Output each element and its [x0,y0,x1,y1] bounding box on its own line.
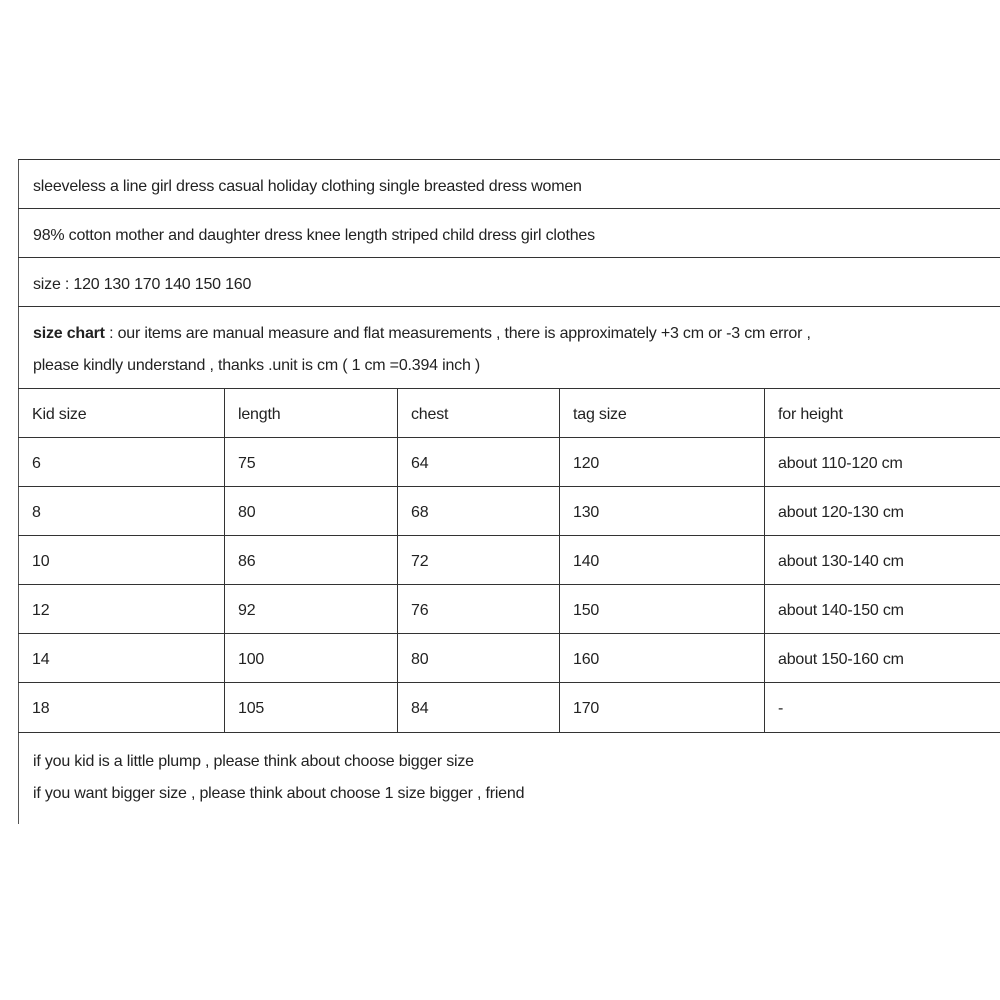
cell-tag-size [559,487,764,536]
cell-chest-value: 64 [411,455,429,472]
cell-tag-size [559,585,764,634]
cell-length [224,487,397,536]
size-chart-note-line2: please kindly understand , thanks .unit is cm ( 1 cm =0.394 inch ) [33,357,481,374]
cell-chest-value: 76 [411,602,429,619]
cell-tag-size-value: 140 [573,553,600,570]
size-chart-sheet [18,159,1000,824]
header-length-label: length [238,406,281,423]
cell-chest-value: 68 [411,504,429,521]
column-divider [764,389,765,438]
column-divider [224,487,225,536]
product-subtitle: 98% cotton mother and daughter dress knee length striped child dress girl clothes [33,227,595,244]
cell-kid-size-value: 10 [32,553,50,570]
table-row [18,682,1000,731]
column-divider [764,438,765,487]
cell-tag-size-value: 150 [573,602,600,619]
cell-for-height [764,438,1000,487]
table-row [18,633,1000,682]
cell-chest-value: 84 [411,700,429,717]
cell-length-value: 100 [238,651,265,668]
header-length [224,389,397,438]
column-divider [559,634,560,683]
cell-chest [397,536,559,585]
cell-length-value: 105 [238,700,265,717]
cell-length [224,536,397,585]
column-divider [224,683,225,732]
cell-tag-size [559,683,764,732]
column-divider [397,683,398,732]
column-divider [764,487,765,536]
header-for-height-label: for height [778,406,843,423]
footer-row [18,732,1000,824]
cell-for-height [764,634,1000,683]
footer-note-2: if you want bigger size , please think about choose 1 size bigger , friend [33,785,525,802]
table-row [18,584,1000,633]
cell-chest [397,487,559,536]
cell-kid-size-value: 12 [32,602,50,619]
header-tag-size [559,389,764,438]
table-header-row [18,388,1000,437]
cell-kid-size [18,487,224,536]
cell-chest [397,438,559,487]
column-divider [764,634,765,683]
cell-tag-size [559,438,764,487]
cell-length-value: 75 [238,455,256,472]
cell-tag-size [559,634,764,683]
column-divider [764,536,765,585]
column-divider [224,536,225,585]
cell-length-value: 92 [238,602,256,619]
size-list: size : 120 130 170 140 150 160 [33,276,252,293]
title-row [18,159,1000,208]
cell-for-height-value: about 120-130 cm [778,504,904,521]
cell-length-value: 80 [238,504,256,521]
cell-kid-size [18,438,224,487]
header-tag-size-label: tag size [573,406,627,423]
size-chart-note-row [18,306,1000,388]
header-chest-label: chest [411,406,449,423]
cell-for-height [764,585,1000,634]
column-divider [397,585,398,634]
column-divider [397,634,398,683]
column-divider [559,438,560,487]
size-chart-note-line1 [33,325,811,343]
cell-tag-size-value: 130 [573,504,600,521]
column-divider [764,585,765,634]
column-divider [559,389,560,438]
cell-kid-size [18,536,224,585]
cell-chest-value: 80 [411,651,429,668]
cell-kid-size [18,585,224,634]
cell-tag-size-value: 120 [573,455,600,472]
cell-for-height-value: about 110-120 cm [778,455,903,472]
footer-note-1: if you kid is a little plump , please think about choose bigger size [33,753,474,770]
column-divider [397,438,398,487]
cell-for-height [764,683,1000,732]
column-divider [224,634,225,683]
cell-length [224,585,397,634]
subtitle-row [18,208,1000,257]
cell-for-height [764,536,1000,585]
cell-for-height-value: about 140-150 cm [778,602,904,619]
column-divider [559,536,560,585]
column-divider [397,487,398,536]
cell-chest [397,585,559,634]
cell-tag-size [559,536,764,585]
column-divider [559,585,560,634]
cell-for-height [764,487,1000,536]
table-row [18,486,1000,535]
cell-length [224,683,397,732]
cell-length [224,438,397,487]
column-divider [397,389,398,438]
cell-for-height-value: about 150-160 cm [778,651,904,668]
table-row [18,535,1000,584]
column-divider [559,487,560,536]
cell-kid-size-value: 14 [32,651,50,668]
size-row [18,257,1000,306]
column-divider [397,536,398,585]
header-kid-size-label: Kid size [32,406,87,423]
cell-chest-value: 72 [411,553,429,570]
cell-for-height-value: about 130-140 cm [778,553,904,570]
cell-kid-size-value: 6 [32,455,41,472]
header-kid-size [18,389,224,438]
cell-chest [397,683,559,732]
column-divider [764,683,765,732]
column-divider [224,585,225,634]
product-title: sleeveless a line girl dress casual holiday clothing single breasted dress women [33,178,582,195]
cell-chest [397,634,559,683]
cell-tag-size-value: 160 [573,651,600,668]
cell-tag-size-value: 170 [573,700,600,717]
column-divider [224,438,225,487]
header-chest [397,389,559,438]
size-chart-note-text: : our items are manual measure and flat measurements , there is approximately +3 cm or -3 cm error , [104,325,811,342]
table-row [18,437,1000,486]
cell-length-value: 86 [238,553,256,570]
cell-length [224,634,397,683]
cell-for-height-value: - [778,700,784,717]
cell-kid-size [18,683,224,732]
cell-kid-size-value: 8 [32,504,41,521]
column-divider [559,683,560,732]
header-for-height [764,389,1000,438]
cell-kid-size-value: 18 [32,700,50,717]
column-divider [224,389,225,438]
size-chart-label: size chart [33,325,105,342]
cell-kid-size [18,634,224,683]
